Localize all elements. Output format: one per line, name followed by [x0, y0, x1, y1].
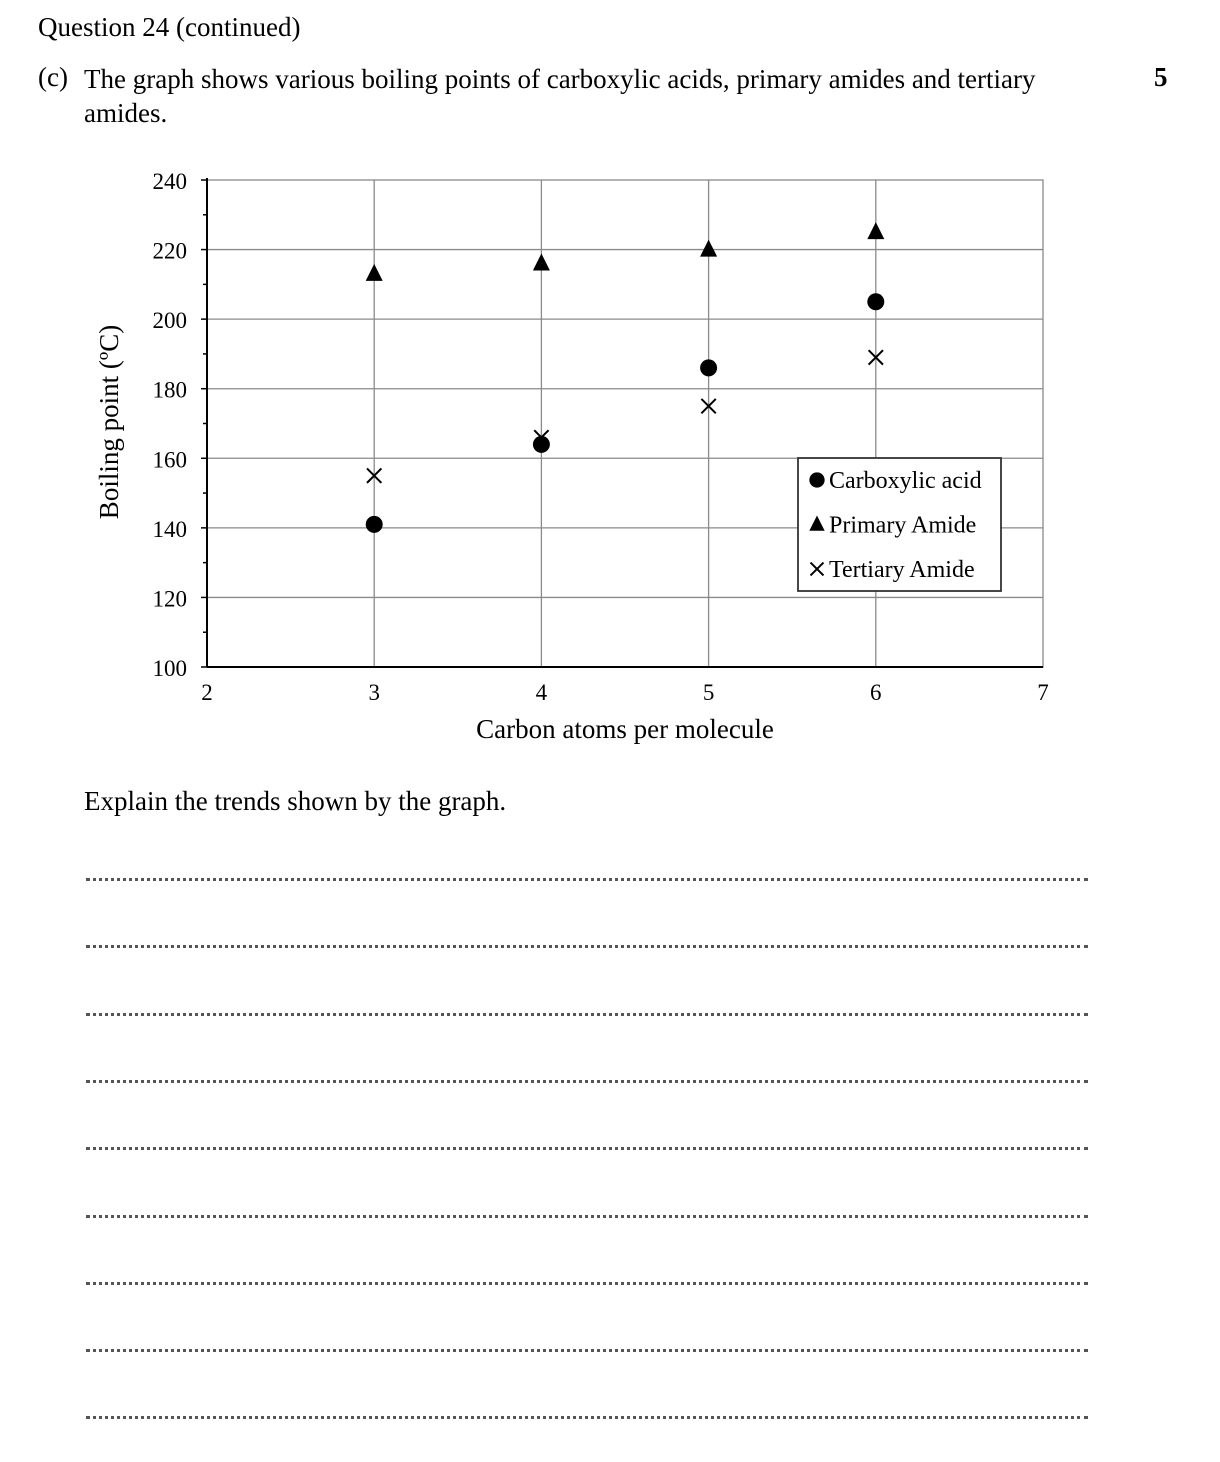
legend [798, 458, 1001, 591]
question-heading: Question 24 (continued) [38, 12, 301, 42]
data-point-circle [700, 359, 717, 376]
legend-marker-circle [809, 472, 824, 487]
x-tick-label: 5 [702, 680, 715, 705]
y-tick-label: 160 [152, 447, 187, 473]
x-tick-label: 4 [535, 680, 548, 705]
plot-frame [207, 180, 1043, 667]
x-tick-label: 7 [1037, 680, 1049, 705]
answer-line[interactable] [86, 1282, 1088, 1285]
y-tick-label: 120 [152, 586, 187, 612]
grid-lines [207, 180, 1043, 667]
question-prompt: Explain the trends shown by the graph. [84, 786, 507, 816]
answer-line[interactable] [86, 1349, 1088, 1352]
answer-line[interactable] [86, 1013, 1088, 1016]
y-tick-label: 240 [152, 169, 187, 194]
answer-line[interactable] [86, 878, 1088, 881]
marks-value: 5 [1154, 62, 1168, 92]
y-tick-label: 220 [152, 238, 187, 264]
data-point-circle [867, 293, 884, 310]
legend-label: Primary Amide [829, 512, 977, 539]
answer-line[interactable] [86, 945, 1088, 948]
data-point-triangle [366, 264, 383, 281]
part-text: The graph shows various boiling points of carboxylic acids, primary amides and tertiary amides. [84, 64, 1036, 128]
y-tick-label: 100 [152, 656, 187, 681]
x-tick-label: 6 [870, 680, 882, 705]
legend-label: Tertiary Amide [829, 557, 975, 583]
y-tick-label: 140 [152, 516, 187, 542]
data-point-triangle [700, 240, 717, 257]
y-axis-label: Boiling point (ºC) [94, 324, 124, 520]
data-point-triangle [533, 253, 550, 270]
data-point-triangle [867, 222, 884, 239]
x-tick-label: 3 [368, 680, 380, 705]
answer-line[interactable] [86, 1080, 1088, 1083]
legend-label: Carboxylic acid [829, 468, 982, 494]
part-label: (c) [38, 62, 68, 92]
data-point-circle [366, 516, 383, 533]
x-axis-label: Carbon atoms per molecule [476, 714, 774, 744]
axes [201, 178, 1043, 667]
answer-line[interactable] [86, 1416, 1088, 1419]
y-tick-label: 200 [152, 308, 187, 334]
y-tick-label: 180 [152, 377, 187, 403]
answer-line[interactable] [86, 1147, 1088, 1150]
answer-line[interactable] [86, 1215, 1088, 1218]
x-tick-label: 2 [201, 680, 213, 705]
